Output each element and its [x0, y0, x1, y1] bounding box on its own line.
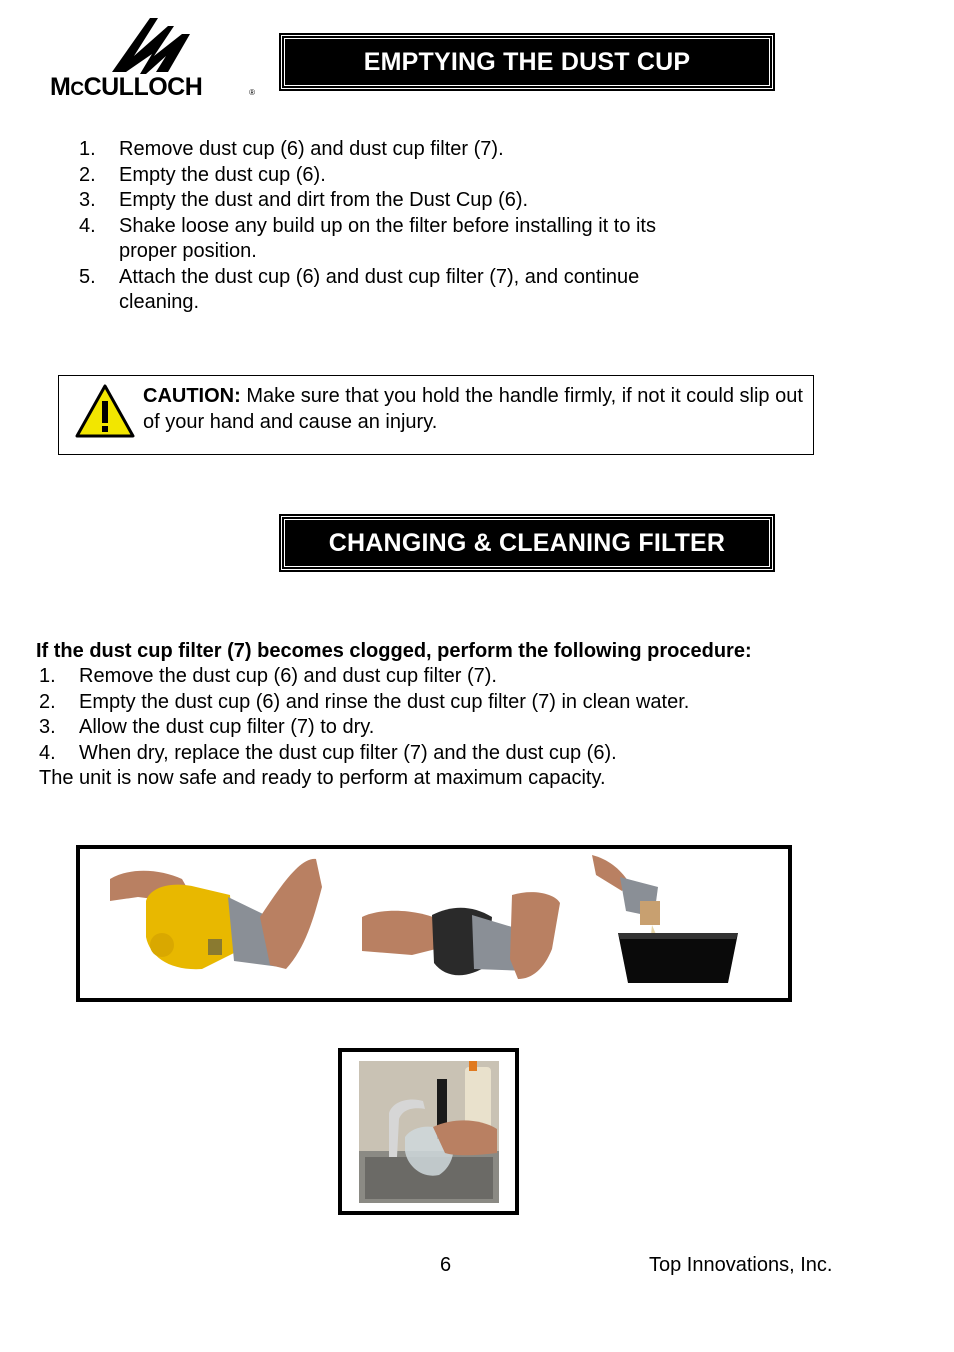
- section-header-filter: [279, 514, 775, 572]
- page-number: 6: [440, 1254, 452, 1276]
- caution-text: CAUTION: Make sure that you hold the handle firmly, if not it could slip out of your hand and cause an injury.: [143, 385, 803, 433]
- caution-label: CAUTION:: [143, 385, 241, 407]
- filter-steps-list: [39, 664, 799, 766]
- rinse-filter-photo: [359, 1061, 499, 1203]
- registered-mark: ®: [249, 88, 255, 97]
- emptying-steps-list: [79, 137, 739, 316]
- mcculloch-logo-mark-icon: [50, 16, 255, 76]
- photo-strip-frame: [76, 845, 792, 1002]
- list-item: 1. Remove the dust cup (6) and dust cup filter (7).: [39, 665, 497, 687]
- section-title: CHANGING & CLEANING FILTER: [328, 528, 726, 557]
- mcculloch-logo: [50, 16, 255, 100]
- caution-box: [58, 375, 814, 455]
- vacuum-remove-cup-photo: [110, 857, 324, 985]
- company-name: Top Innovations, Inc.: [649, 1254, 833, 1276]
- rinse-photo-frame: [338, 1048, 519, 1215]
- list-item: 2. Empty the dust cup (6).: [79, 163, 326, 186]
- remove-filter-photo: [362, 889, 562, 985]
- list-item: 3. Allow the dust cup filter (7) to dry.: [39, 716, 375, 738]
- list-item: 4. Shake loose any build up on the filter before installing it to its proper position.: [79, 214, 656, 262]
- empty-into-bin-photo: [592, 855, 742, 983]
- filter-intro: If the dust cup filter (7) becomes clogged, perform the following procedure:: [36, 640, 752, 662]
- section-title: EMPTYING THE DUST CUP: [363, 47, 691, 76]
- closing-text: The unit is now safe and ready to perform at maximum capacity.: [39, 767, 606, 789]
- list-item: 1. Remove dust cup (6) and dust cup filter (7).: [79, 138, 504, 160]
- warning-triangle-icon: [74, 383, 136, 439]
- list-item: 4. When dry, replace the dust cup filter (7) and the dust cup (6).: [39, 741, 617, 764]
- list-item: 5. Attach the dust cup (6) and dust cup filter (7), and continue cleaning.: [79, 265, 640, 313]
- section-header-emptying: [279, 33, 775, 91]
- list-item: 2. Empty the dust cup (6) and rinse the dust cup filter (7) in clean water.: [39, 690, 690, 713]
- logo-wordmark: MCCULLOCH: [50, 73, 203, 101]
- list-item: 3. Empty the dust and dirt from the Dust Cup (6).: [79, 189, 529, 211]
